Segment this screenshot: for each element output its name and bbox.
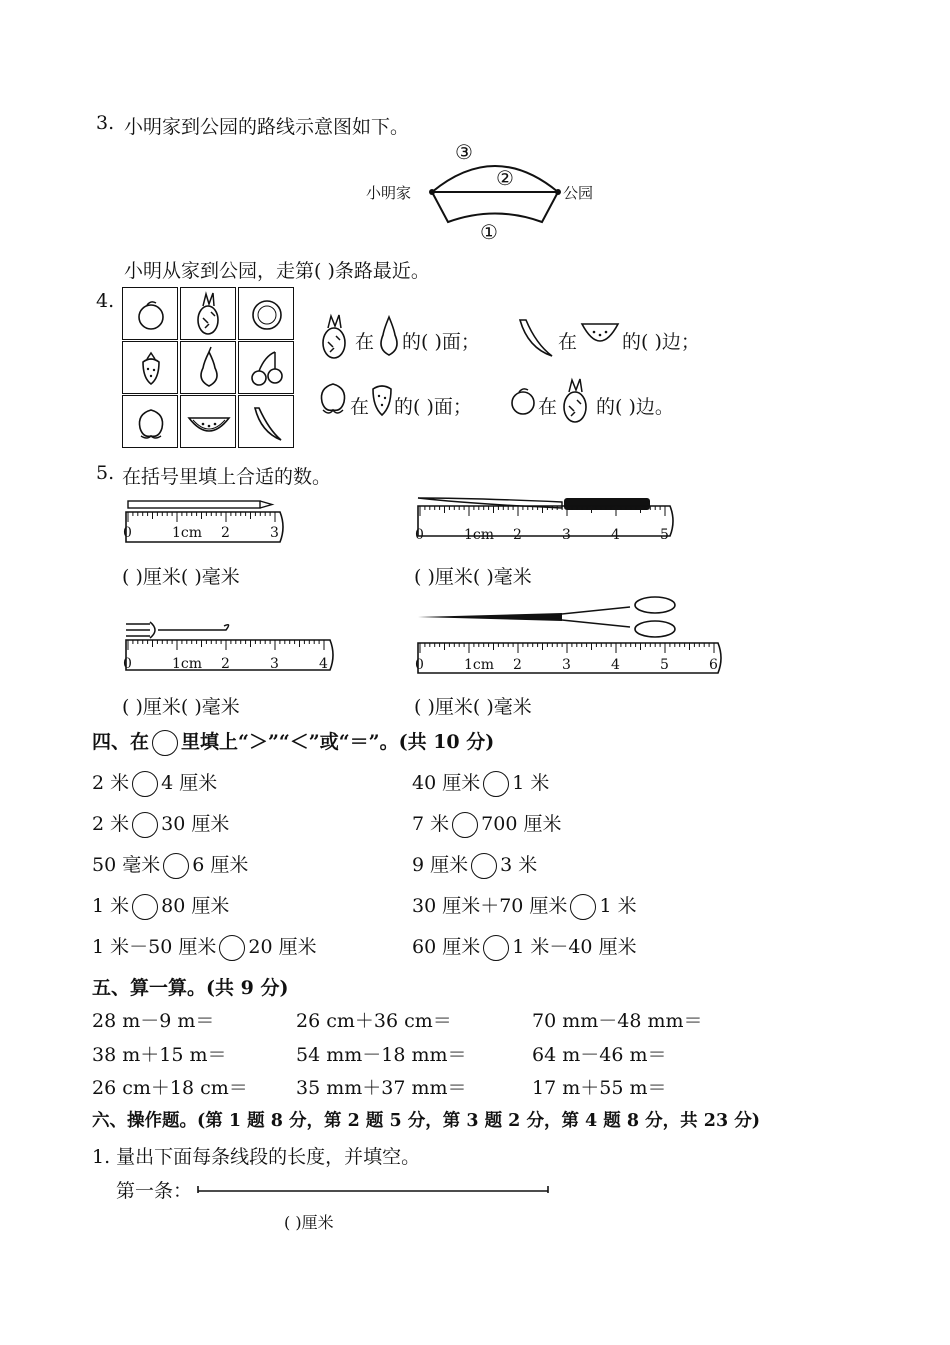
ruler-answer-4: ( )厘米( )毫米 [414, 696, 532, 718]
route-3-path [432, 166, 558, 192]
lhs: 9 厘米 [412, 854, 469, 876]
answer-circle[interactable] [163, 853, 189, 879]
route-label-1: ① [480, 220, 498, 244]
ruler-ticks-1 [120, 512, 292, 552]
tick-label: 4 [319, 656, 328, 672]
orange-icon [123, 288, 179, 341]
tick-label: 1cm [172, 656, 203, 672]
compare-row-3-right [412, 850, 537, 879]
tick-label: 4 [611, 657, 620, 673]
q4-l2-text4: 的( )边。 [596, 396, 674, 418]
q4-l2-text1: 在 [350, 396, 370, 418]
q3-answer-line: 小明从家到公园，走第( )条路最近。 [124, 260, 430, 282]
segment-line [196, 1183, 552, 1195]
q3-question: 小明家到公园的路线示意图如下。 [124, 116, 410, 138]
tick-label: 2 [221, 525, 230, 541]
fork-icon [126, 622, 229, 638]
watermelon-icon [181, 396, 237, 449]
calc-item: 17 m＋55 m＝ [532, 1077, 667, 1099]
section4-title-b: 里填上“＞”“＜”或“＝”。(共 10 分) [181, 731, 495, 753]
lhs: 1 米－50 厘米 [92, 936, 217, 958]
rhs: 1 米 [599, 895, 637, 917]
section6-q1: 1. 量出下面每条线段的长度，并填空。 [92, 1146, 421, 1168]
ruler-answer-1: ( )厘米( )毫米 [122, 566, 240, 588]
lhs: 2 米 [92, 813, 130, 835]
pear-icon [181, 342, 237, 395]
home-label: 小明家 [366, 184, 412, 202]
tick-label: 0 [123, 525, 132, 541]
lhs: 30 厘米＋70 厘米 [412, 895, 568, 917]
compare-row-1-right [412, 768, 549, 797]
answer-circle[interactable] [132, 894, 158, 920]
pear-icon-inline [376, 313, 402, 359]
rhs: 1 米－40 厘米 [512, 936, 637, 958]
compare-row-4-left [92, 891, 229, 920]
q3-number: 3. [96, 112, 115, 134]
calc-item: 28 m－9 m＝ [92, 1010, 215, 1032]
cherry-icon [239, 342, 295, 395]
lhs: 1 米 [92, 895, 130, 917]
ruler-ticks-2 [412, 512, 682, 552]
rhs: 6 厘米 [192, 854, 249, 876]
orange-icon-inline [508, 385, 538, 417]
tick-label: 2 [513, 657, 522, 673]
compare-row-5-left [92, 932, 317, 961]
answer-circle[interactable] [483, 771, 509, 797]
rhs: 80 厘米 [161, 895, 230, 917]
cell-orange-2 [238, 287, 294, 340]
calc-item: 26 cm＋18 cm＝ [92, 1077, 248, 1099]
answer-circle[interactable] [570, 894, 596, 920]
ruler-ticks-4 [412, 645, 730, 685]
tick-label: 2 [221, 656, 230, 672]
tick-label: 3 [562, 527, 571, 543]
pineapple-icon [181, 288, 237, 341]
ruler-ticks-3 [120, 642, 342, 682]
rhs: 1 米 [512, 772, 550, 794]
cell-watermelon [180, 395, 236, 448]
segment-answer: ( )厘米 [284, 1213, 334, 1232]
rhs: 3 米 [500, 854, 538, 876]
calc-item: 64 m－46 m＝ [532, 1044, 667, 1066]
section6-title: 六、操作题。(第 1 题 8 分，第 2 题 5 分，第 3 题 2 分，第 4 题 8 分，共 23 分) [92, 1111, 760, 1131]
section4-title-a: 四、在 [92, 731, 150, 753]
pineapple-icon-inline-2 [558, 375, 594, 425]
answer-circle[interactable] [219, 935, 245, 961]
tick-label: 1cm [464, 527, 495, 543]
compare-row-5-right [412, 932, 637, 961]
q4-l2-text2: 的( )面； [394, 396, 472, 418]
rhs: 4 厘米 [161, 772, 218, 794]
calc-item: 35 mm＋37 mm＝ [296, 1077, 467, 1099]
first-line-label: 第一条： [116, 1180, 193, 1202]
answer-circle[interactable] [452, 812, 478, 838]
peach-icon-inline [316, 378, 350, 420]
tick-label: 2 [513, 527, 522, 543]
tick-label: 0 [415, 527, 424, 543]
fruit-grid [122, 287, 297, 449]
q5-number: 5. [96, 462, 115, 484]
tick-label: 5 [660, 527, 669, 543]
q4-l2-text3: 在 [538, 396, 558, 418]
lhs: 40 厘米 [412, 772, 481, 794]
q4-l1-text4: 的( )边； [622, 331, 700, 353]
rhs: 20 厘米 [248, 936, 317, 958]
rhs: 30 厘米 [161, 813, 230, 835]
lhs: 7 米 [412, 813, 450, 835]
compare-row-3-left [92, 850, 248, 879]
tick-label: 0 [123, 656, 132, 672]
park-label: 公园 [563, 184, 594, 202]
tick-label: 6 [709, 657, 718, 673]
route-1-path [432, 192, 558, 222]
compare-row-2-right [412, 809, 561, 838]
lhs: 50 毫米 [92, 854, 161, 876]
tick-label: 1cm [172, 525, 203, 541]
compare-row-1-left [92, 768, 217, 797]
calc-item: 70 mm－48 mm＝ [532, 1010, 703, 1032]
q5-question: 在括号里填上合适的数。 [122, 466, 332, 488]
pineapple-icon-inline-1 [316, 312, 354, 362]
answer-circle[interactable] [132, 771, 158, 797]
watermelon-icon-inline [580, 318, 620, 354]
strawberry-icon [123, 342, 179, 395]
answer-circle[interactable] [483, 935, 509, 961]
cell-peach [122, 395, 178, 448]
route-label-3: ③ [455, 140, 473, 164]
pencil-icon [128, 501, 260, 508]
strawberry-icon-inline [370, 379, 394, 419]
cell-cherry [238, 341, 294, 394]
calc-item: 54 mm－18 mm＝ [296, 1044, 467, 1066]
banana-icon [239, 396, 295, 449]
compare-circle-icon [152, 730, 178, 756]
home-dot [429, 189, 435, 195]
lhs: 2 米 [92, 772, 130, 794]
q4-l1-text1: 在 [355, 331, 375, 353]
q4-l1-text3: 在 [558, 331, 578, 353]
cell-strawberry [122, 341, 178, 394]
tick-label: 0 [415, 657, 424, 673]
compare-row-2-left [92, 809, 229, 838]
park-dot [555, 189, 561, 195]
cell-banana [238, 395, 294, 448]
tick-label: 5 [660, 657, 669, 673]
q4-l1-text2: 的( )面； [402, 331, 480, 353]
route-label-2: ② [496, 166, 514, 190]
ruler-answer-3: ( )厘米( )毫米 [122, 696, 240, 718]
cell-orange-1 [122, 287, 178, 340]
cell-pineapple [180, 287, 236, 340]
orange-slice-icon [239, 288, 295, 341]
scissors-icon [418, 613, 562, 621]
tick-label: 3 [562, 657, 571, 673]
answer-circle[interactable] [471, 853, 497, 879]
tick-label: 3 [270, 656, 279, 672]
tick-label: 3 [270, 525, 279, 541]
calc-item: 38 m＋15 m＝ [92, 1044, 227, 1066]
q4-number: 4. [96, 290, 115, 312]
peach-icon [123, 396, 179, 449]
tick-label: 1cm [464, 657, 495, 673]
section4-title [92, 727, 494, 756]
lhs: 60 厘米 [412, 936, 481, 958]
ruler-answer-2: ( )厘米( )毫米 [414, 566, 532, 588]
tick-label: 4 [611, 527, 620, 543]
banana-icon-inline [516, 314, 556, 360]
rhs: 700 厘米 [481, 813, 562, 835]
answer-circle[interactable] [132, 812, 158, 838]
compare-row-4-right [412, 891, 637, 920]
calc-item: 26 cm＋36 cm＝ [296, 1010, 452, 1032]
section5-title: 五、算一算。(共 9 分) [92, 977, 289, 999]
cell-pear [180, 341, 236, 394]
